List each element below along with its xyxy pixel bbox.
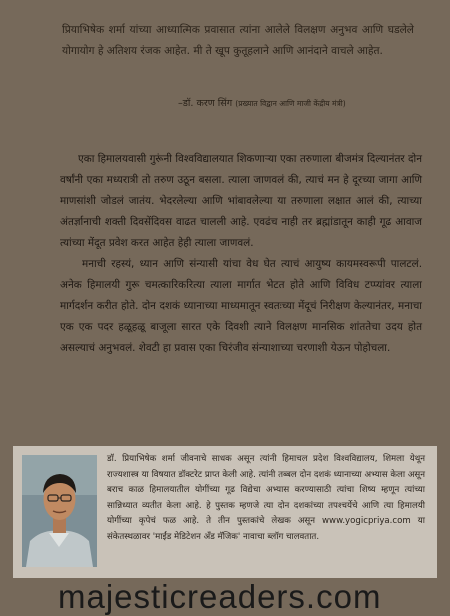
synopsis-paragraph-2: मनाची रहस्यं, ध्यान आणि संन्यासी यांचा वेध घेत त्याचं आयुष्य कायमस्वरूपी पालटलं. अनेक हिमालयी गुरू चमत्कारिकरित्या त्याला मार्गात भेटत होते आणि विविध टप्प्यांवर त्याला मार्गदर्शन करीत होते. दोन दशकं ध्यानाच्या माध्यमातून स्वतःच्या मेंदूचं निरीक्षण केल्यानंतर, मनाचा एक एक पदर हळूहळू बाजूला सारत एके दिवशी त्याने विलक्षण मानसिक शांततेचा उदय होत असल्याचं अनुभवलं. शेवटी हा प्रवास एका चिरंजीव संन्याशाच्या चरणाशी येऊन पोहोचला. [60, 258, 422, 354]
attribution-name: –डॉ. करण सिंग [178, 98, 233, 109]
book-synopsis [60, 149, 422, 359]
attribution-note: (प्रख्यात विद्वान आणि माजी केंद्रीय मंत्री) [235, 99, 346, 108]
author-bio: डॉ. प्रियाभिषेक शर्मा जीवनाचे साधक असून त्यांनी हिमाचल प्रदेश विश्वविद्यालय, शिमला येथून राज्यशास्त्र या विषयात डॉक्टरेट प्राप्त केली आहे. त्यांनी तब्बल दोन दशकं ध्यानाच्या अभ्यास केला असून बराच काळ हिमालयातील योगींच्या गूढ विद्येचा अभ्यास करण्यासाठी त्यांचा शिष्य म्हणून त्यांच्या सान्निध्यात व्यतीत केला आहे. हे पुस्तक म्हणजे त्या दोन दशकांच्या तपश्चर्येचे आणि त्या हिमालयी योगींच्या कृपेचं फळ आहे. ते तीन पुस्तकांचे लेखक असून www.yogicpriya.com या संकेतस्थळावर 'माईंड मेडिटेशन अँड मॅजिक' नावाचा ब्लॉग चालवतात. [107, 454, 425, 542]
synopsis-paragraph-1: एका हिमालयवासी गुरूंनी विश्वविद्यालयात शिकणाऱ्या एका तरुणाला बीजमंत्र दिल्यानंतर दोन वर्षांनी एका मध्यरात्री तो तरुण उठून बसला. त्याला जाणवलं की, त्याचं मन हे दूरच्या जागा आणि माणसांशी जोडलं जातंय. भेदरलेल्या आणि भांबावलेल्या या तरुणाला लक्षात आलं की, त्याच्या अंतर्ज्ञानाची शक्ती दिवसेंदिवस वाढत चालली आहे. एवढंच नाही तर ब्रह्मांडातून काही गूढ आवाज त्यांच्या मेंदूत प्रवेश करत आहेत हेही त्याला जाणवलं. [60, 153, 422, 249]
blurb-attribution [178, 96, 438, 109]
back-cover-blurb [62, 20, 414, 62]
blurb-text: प्रियाभिषेक शर्मा यांच्या आध्यात्मिक प्रवासात त्यांना आलेले विलक्षण अनुभव आणि घडलेले योगायोग हे अतिशय रंजक आहेत. मी ते खूप कुतूहलाने आणि आनंदाने वाचले आहेत. [62, 24, 414, 57]
author-panel [13, 446, 437, 578]
author-photo [22, 455, 97, 567]
author-portrait-icon [22, 455, 97, 567]
site-watermark: majesticreaders.com [58, 578, 382, 615]
